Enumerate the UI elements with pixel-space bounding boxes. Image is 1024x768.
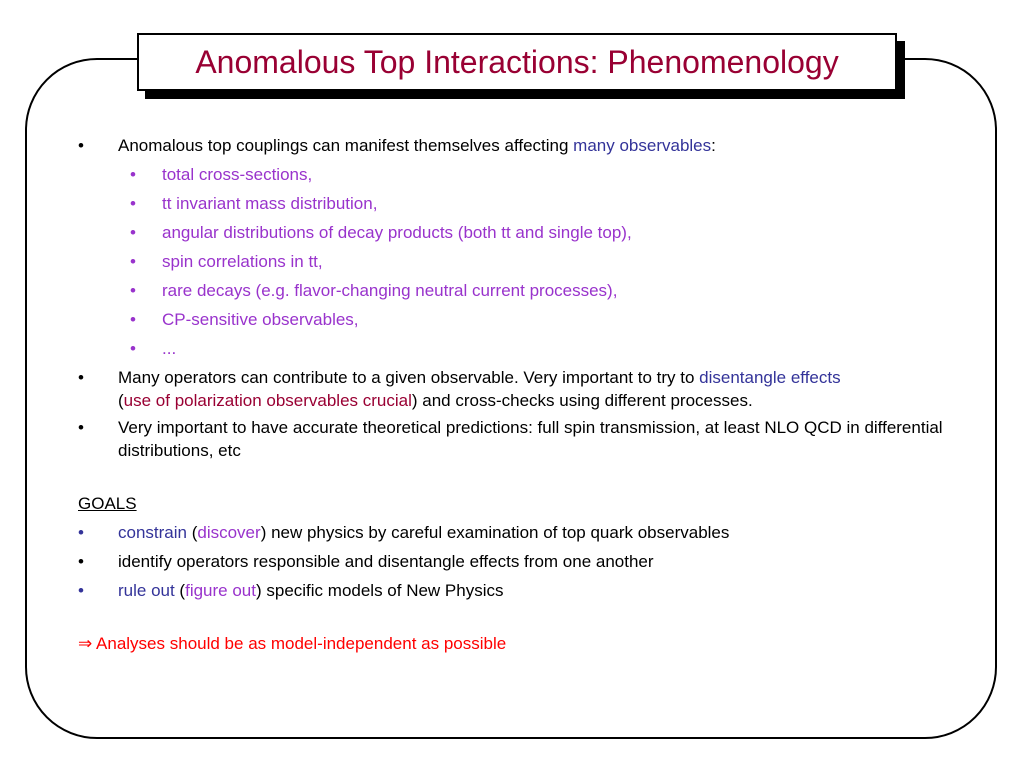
slide-content <box>78 134 978 655</box>
implies-arrow-icon: ⇒ <box>78 634 93 653</box>
sub-bullet-marker: • <box>130 194 136 213</box>
goal-paren: ( <box>186 523 198 542</box>
sub-bullet-marker: • <box>130 281 136 300</box>
goal-item-constrain <box>78 521 978 544</box>
goal-text: ) specific models of New Physics <box>255 581 504 600</box>
slide-title: Anomalous Top Interactions: Phenomenology <box>195 43 839 80</box>
conclusion <box>78 632 978 655</box>
bullet-text-colon: : <box>711 136 716 155</box>
sub-item-text: total cross-sections, <box>162 165 313 184</box>
sub-item-text: angular distributions of decay products (both tt and single top), <box>162 223 632 242</box>
sub-item-text: ... <box>162 339 177 358</box>
goal-item-identify <box>78 550 978 573</box>
bullet-marker: • <box>78 552 84 571</box>
bullet-predictions <box>78 416 978 462</box>
sub-item <box>78 163 978 186</box>
sub-item-text: rare decays (e.g. flavor-changing neutral current processes), <box>162 281 618 300</box>
goal-word-discover: discover <box>197 523 261 542</box>
sub-bullet-marker: • <box>130 339 136 358</box>
bullet-marker: • <box>78 523 84 542</box>
bullet-text: Anomalous top couplings can manifest themselves affecting <box>118 136 574 155</box>
highlight-many-observables: many observables <box>573 136 712 155</box>
sub-bullet-marker: • <box>130 165 136 184</box>
sub-item-text: spin correlations in tt, <box>162 252 323 271</box>
bullet-operators <box>78 366 978 412</box>
sub-item-text: tt invariant mass distribution, <box>162 194 378 213</box>
bullet-text-tail: ) and cross-checks using different processes. <box>411 391 753 410</box>
goal-text: ) new physics by careful examination of top quark observables <box>260 523 730 542</box>
goal-word-rule-out: rule out <box>118 581 175 600</box>
title-box <box>137 33 897 91</box>
highlight-polarization: use of polarization observables crucial <box>123 391 412 410</box>
goal-item-rule-out <box>78 579 978 602</box>
sub-item <box>78 250 978 273</box>
sub-item-text: CP-sensitive observables, <box>162 310 359 329</box>
sub-item <box>78 337 978 360</box>
paren-open: ( <box>118 391 124 410</box>
sub-bullet-marker: • <box>130 252 136 271</box>
bullet-observables <box>78 134 978 157</box>
sub-bullet-marker: • <box>130 223 136 242</box>
conclusion-text: Analyses should be as model-independent as possible <box>92 634 507 653</box>
sub-item <box>78 221 978 244</box>
bullet-text: Many operators can contribute to a given observable. Very important to try to <box>118 368 700 387</box>
bullet-marker: • <box>78 368 84 387</box>
sub-item <box>78 192 978 215</box>
goals-heading: GOALS <box>78 494 137 513</box>
goal-word-constrain: constrain <box>118 523 187 542</box>
sub-item <box>78 279 978 302</box>
goal-paren: ( <box>174 581 186 600</box>
bullet-marker: • <box>78 581 84 600</box>
goal-text: identify operators responsible and disentangle effects from one another <box>118 552 654 571</box>
bullet-text: Very important to have accurate theoretical predictions: full spin transmission, at least NLO QCD in differential distributions, etc <box>118 418 943 460</box>
bullet-marker: • <box>78 418 84 437</box>
sub-bullet-marker: • <box>130 310 136 329</box>
highlight-disentangle-effects: disentangle effects <box>699 368 841 387</box>
goal-word-figure-out: figure out <box>185 581 256 600</box>
sub-item <box>78 308 978 331</box>
bullet-marker: • <box>78 136 84 155</box>
